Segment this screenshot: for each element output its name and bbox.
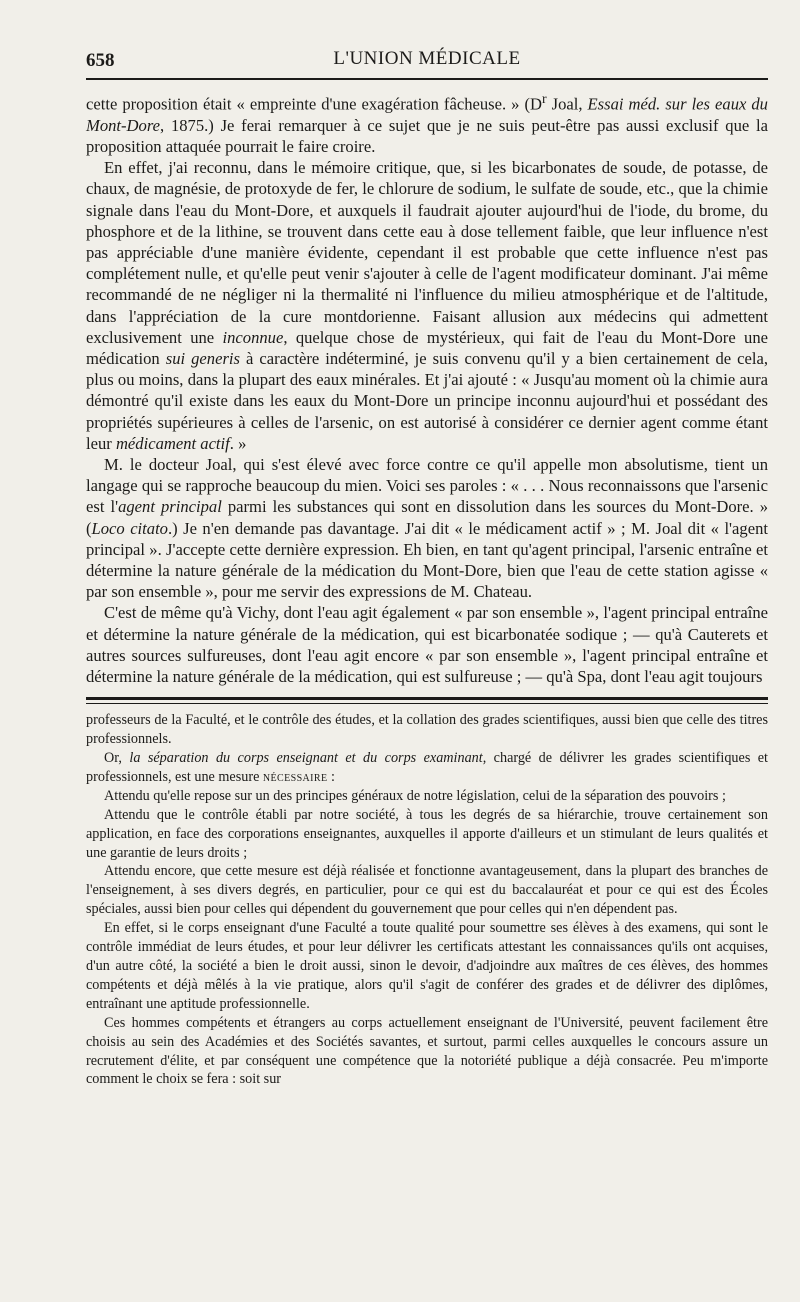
- footnote-paragraph: [86, 749, 768, 787]
- text-run: Joal,: [546, 94, 588, 114]
- text-run: . »: [229, 433, 247, 453]
- small-caps-term: nécessaire: [262, 768, 328, 785]
- text-run: En effet, j'ai reconnu, dans le mémoire critique, que, si les bicarbonates de soude, de potasse, de chaux, de magnésie, de protoxyde de fer, le chlorure de sodium, le sulfate de soude, etc., que la chimie signale dans l'eau du Mont-Dore, et auxquels il faudrait ajouter aujourd'hui de l'iode, du brome, du phosphore et de la lithine, se trouvent dans cette eau à dose tellement faible, que leur influence n'est pas appréciable d'une manière évidente, cependant il est probable que cette influence n'est pas complétement nulle, et qu'elle peut venir s'ajouter à celle de l'agent modificateur dominant. J'ai même recommandé de ne négliger ni la thermalité ni l'influence du milieu atmosphérique et de l'altitude, dans l'appréciation de la cure montdorienne. Faisant allusion aux médecins qui admettent exclusivement une: [86, 158, 768, 347]
- footnote-paragraph: Attendu que le contrôle établi par notre société, à tous les degrés de sa hiérarchie, trouve certainement son application, en face des corporations enseignantes, auxquelles il apporte d'ailleurs et un stimulant de leurs qualités et une garantie de leurs droits ;: [86, 806, 768, 861]
- main-text: [86, 88, 768, 687]
- divider-rule-thin: [86, 703, 768, 704]
- footnote-paragraph: Ces hommes compétents et étrangers au corps actuellement enseignant de l'Université, peuvent facilement être choisis au sein des Académies et des Sociétés savantes, et surtout, parmi celles auxquelles le concours assure un recrutement d'élite, et par conséquent une compétence que la notoriété publique a déjà consacrée. Peu m'importe comment le choix se fera : soit sur: [86, 1014, 768, 1088]
- footnote-paragraph: En effet, si le corps enseignant d'une Faculté a toute qualité pour soumettre ses élèves à des examens, qui sont le contrôle immédiat de leurs études, et pour leur délivrer les certificats attestant les connaissances qu'ils ont acquises, d'un autre côté, la société a bien le droit aussi, sinon le devoir, d'adjoindre aux maîtres de ces élèves, des hommes compétents et déjà mêlés à la vie pratique, alors qu'il s'agit de conférer des grades et de délivrer des diplômes, entraînant une aptitude professionnelle.: [86, 920, 768, 1012]
- text-run: cette proposition était « empreinte d'une exagération fâcheuse. » (D: [86, 94, 542, 114]
- text-run: M. le docteur Joal, qui s'est élevé avec force contre ce qu'il appelle mon absolutisme, tient un langage qui se rapproche beaucoup du mien. Voici ses paroles : « . . . Nous reconnaissons que l'arsenic est l': [86, 454, 768, 517]
- paragraph: C'est de même qu'à Vichy, dont l'eau agit également « par son ensemble », l'agent principal entraîne et détermine la nature générale de la médication, qui est bicarbonatée sodique ; — qu'à Cauterets et autres sources sulfureuses, dont l'eau agit encore « par son ensemble », l'agent principal entraîne et détermine la nature générale de la médication, qui est sulfureuse ; — qu'à Spa, dont l'eau agit toujours: [86, 603, 768, 687]
- paragraph: [86, 157, 768, 454]
- italic-term: médicament actif: [115, 433, 230, 453]
- divider-rule-thick: [86, 697, 768, 700]
- text-run: , 1875.) Je ferai remarquer à ce sujet que je ne suis peut-être pas aussi exclusif que la proposition attaquée pourrait le faire croire.: [86, 115, 768, 156]
- text-run: .) Je n'en demande pas davantage. J'ai dit « le médicament actif » ; M. Joal dit « l'agent principal ». J'accepte cette dernière expression. Eh bien, en tant qu'agent principal, l'arsenic entraîne et détermine la nature générale de la médication du Mont-Dore, bien que l'eau de cette station agisse « par son ensemble », pour me servir des expressions de M. Chateau.: [86, 518, 768, 602]
- page-number: 658: [86, 50, 115, 71]
- text-run: Or,: [104, 750, 130, 767]
- italic-phrase: la séparation du corps enseignant et du corps examinant: [129, 750, 483, 767]
- journal-page: [86, 44, 768, 1089]
- italic-term: inconnue: [222, 327, 284, 347]
- footnote-paragraph: professeurs de la Faculté, et le contrôle des études, et la collation des grades scientifiques, aussi bien que celle des titres professionnels.: [86, 712, 768, 748]
- footnote-paragraph: Attendu encore, que cette mesure est déjà réalisée et fonctionne avantageusement, dans la plupart des branches de l'enseignement, à ses divers degrés, en particulier, pour ce qui est du baccalauréat et pour ce qui est des Écoles spéciales, aussi bien pour celles qui dépendent du gouvernement que pour celles qui n'en dépendent pas.: [86, 863, 768, 918]
- paragraph: [86, 88, 768, 157]
- paragraph: [86, 454, 768, 602]
- italic-citation: Essai méd. sur les eaux du Mont-Dore: [86, 94, 768, 135]
- footnote-text: [86, 711, 768, 1089]
- italic-citation: Loco citato: [91, 518, 168, 538]
- footnote-paragraph: Attendu qu'elle repose sur un des principes généraux de notre législation, celui de la séparation des pouvoirs ;: [104, 787, 726, 804]
- footnote-divider: [86, 697, 768, 704]
- text-run: :: [327, 768, 335, 785]
- italic-term: sui generis: [165, 348, 240, 368]
- text-run: parmi les substances qui sont en dissolution dans les sources du Mont-Dore. » (: [86, 497, 769, 538]
- italic-term: agent principal: [118, 497, 222, 517]
- text-run: , quelque chose de mystérieux, qui fait de l'eau du Mont-Dore une médication: [86, 327, 768, 368]
- journal-title: L'UNION MÉDICALE: [333, 48, 521, 69]
- header-rule: [86, 78, 768, 80]
- text-run: , chargé de délivrer les grades scientifiques et professionnels, est une mesure: [86, 750, 768, 785]
- running-header: [86, 44, 768, 78]
- text-run: à caractère indéterminé, je suis convenu qu'il y a bien certainement de cela, plus ou moins, dans la plupart des eaux minérales. Et j'ai ajouté : « Jusqu'au moment où la chimie aura démontré qu'il existe dans les eaux du Mont-Dore un principe inconnu aujourd'hui et possédant des propriétés supérieures à celles de l'arsenic, on est autorisé à considérer ce dernier agent comme étant leur: [86, 348, 769, 453]
- superscript: r: [541, 91, 547, 106]
